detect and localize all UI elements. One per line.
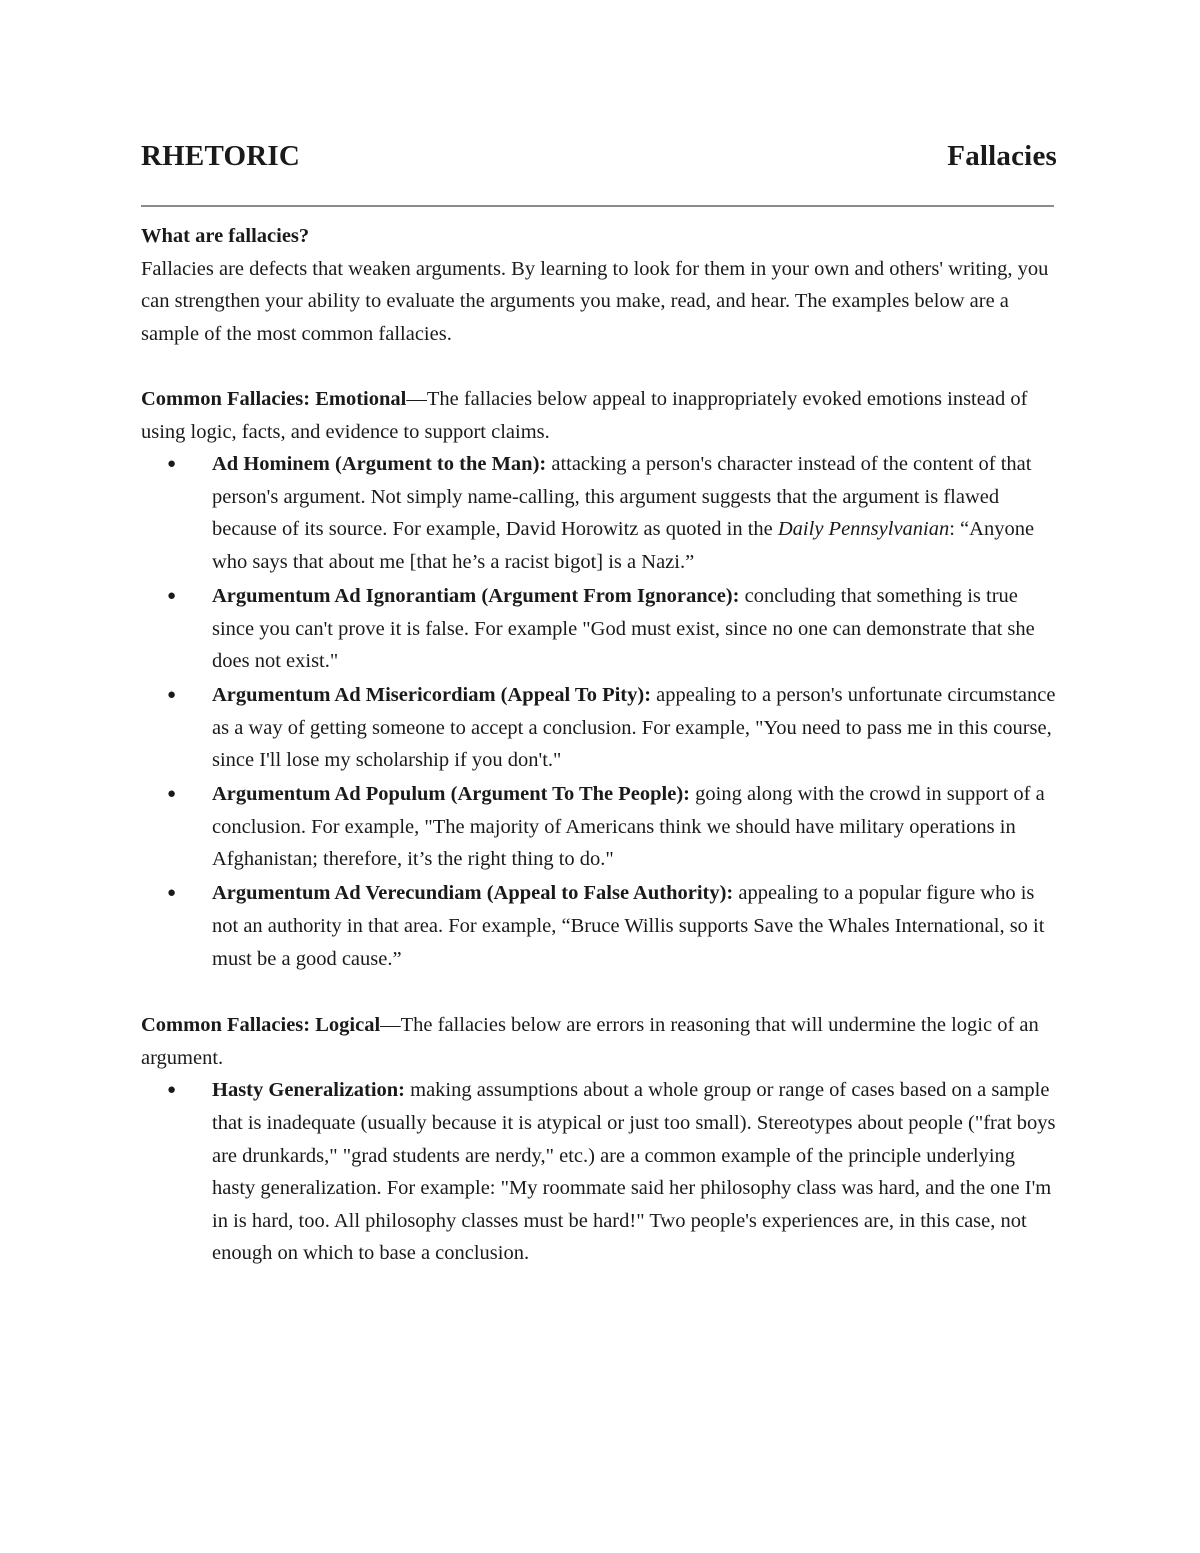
list-item <box>141 448 1057 578</box>
header-divider <box>141 205 1054 207</box>
logical-heading: Common Fallacies: Logical <box>141 1014 381 1037</box>
header-left-title: RHETORIC <box>141 140 300 172</box>
fallacy-term: Argumentum Ad Ignorantiam (Argument From Ignorance): <box>212 584 740 607</box>
fallacy-term: Argumentum Ad Populum (Argument To The People): <box>212 783 690 806</box>
spacer <box>141 977 1057 1010</box>
header-right-title: Fallacies <box>947 140 1057 172</box>
emotional-fallacy-list <box>141 448 1057 975</box>
fallacy-description-end: : “Anyone who says that about me [that he’s a racist bigot] is a Nazi.” <box>212 518 1035 573</box>
emotional-description: —The fallacies below appeal to inappropriately evoked emotions instead of using logic, facts, and evidence to support claims. <box>141 387 1028 443</box>
list-item <box>141 778 1057 876</box>
document-body <box>141 220 1057 1271</box>
publication-title: Daily Pennsylvanian <box>777 518 950 541</box>
fallacy-description: appealing to a popular figure who is not an authority in that area. For example, “Bruce Willis supports Save the Whales International, so it must be a good cause.” <box>212 882 1045 970</box>
bullet-icon: ● <box>167 1082 177 1099</box>
list-item <box>141 679 1057 777</box>
list-item <box>141 1074 1057 1270</box>
bullet-icon: ● <box>167 687 177 704</box>
document-header <box>141 140 1057 186</box>
emotional-section-intro <box>141 383 1057 448</box>
bullet-icon: ● <box>167 885 177 902</box>
list-item <box>141 580 1057 678</box>
fallacy-description: making assumptions about a whole group or range of cases based on a sample that is inadequate (usually because it is atypical or just too small). Stereotypes about people ("frat boys are drunkards," "grad students are nerdy," etc.) are a common example of the principle underlying hasty generalization. For example: "My roommate said her philosophy class was hard, and the one I'm in is hard, too. All philosophy classes must be hard!" Two people's experiences are, in this case, not enough on which to base a conclusion. <box>212 1079 1056 1265</box>
fallacy-description: concluding that something is true since you can't prove it is false. For example "God must exist, since no one can demonstrate that she does not exist." <box>212 584 1035 673</box>
fallacy-description: appealing to a person's unfortunate circumstance as a way of getting someone to accept a conclusion. For example, "You need to pass me in this course, since I'll lose my scholarship if you don't." <box>212 684 1056 772</box>
bullet-icon: ● <box>167 456 177 473</box>
bullet-icon: ● <box>167 786 177 803</box>
fallacy-term: Argumentum Ad Misericordiam (Appeal To Pity): <box>212 684 652 707</box>
spacer <box>141 350 1057 383</box>
fallacy-description: attacking a person's character instead of the content of that person's argument. Not simply name-calling, this argument suggests that the argument is flawed because of its source. For example, David Horowitz as quoted in the <box>212 453 1032 541</box>
fallacy-term: Hasty Generalization: <box>212 1079 406 1102</box>
document-page <box>141 140 1057 1265</box>
intro-question: What are fallacies? <box>141 225 310 247</box>
list-item <box>141 877 1057 975</box>
logical-description: —The fallacies below are errors in reasoning that will undermine the logic of an argument. <box>141 1014 1039 1069</box>
fallacy-term: Argumentum Ad Verecundiam (Appeal to False Authority): <box>212 882 734 905</box>
fallacy-description: going along with the crowd in support of a conclusion. For example, "The majority of Americans think we should have military operations in Afghanistan; therefore, it’s the right thing to do." <box>212 783 1045 871</box>
fallacy-term: Ad Hominem (Argument to the Man): <box>212 453 547 476</box>
emotional-heading: Common Fallacies: Emotional <box>141 387 407 410</box>
intro-paragraph: Fallacies are defects that weaken arguments. By learning to look for them in your own and others' writing, you can strengthen your ability to evaluate the arguments you make, read, and hear. The examples below are a sample of the most common fallacies. <box>141 257 1049 345</box>
bullet-icon: ● <box>167 587 177 604</box>
logical-section-intro <box>141 1009 1057 1074</box>
logical-fallacy-list <box>141 1074 1057 1270</box>
